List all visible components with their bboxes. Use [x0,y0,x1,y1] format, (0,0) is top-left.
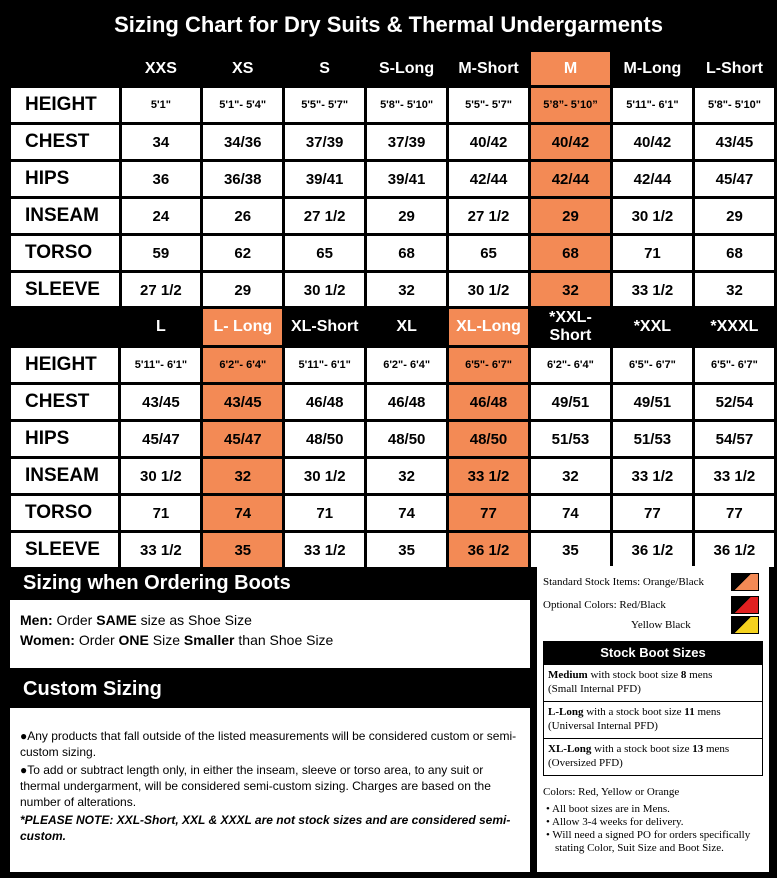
measurement-cell: 54/57 [695,422,774,456]
measurement-label: TORSO [11,496,118,530]
measurement-cell: 34 [122,125,201,159]
measurement-cell: 77 [695,496,774,530]
stock-post: mens [703,743,730,755]
measurement-cell: 6'5"- 6'7" [695,348,774,382]
measurement-cell: 33 1/2 [613,273,692,307]
measurement-cell: 77 [613,496,692,530]
measurement-cell: 6'2"- 6'4" [203,348,282,382]
measurement-cell: 68 [367,236,446,270]
women-mid: Size [148,632,184,648]
stock-size: L-Long [548,706,584,718]
stock-pfd: (Small Internal PFD) [548,683,641,695]
measurement-cell: 5'8"- 5'10" [695,88,774,122]
stock-size: Medium [548,669,588,681]
measurement-cell: 65 [449,236,528,270]
measurement-cell: 5'11"- 6'1" [613,88,692,122]
measurement-cell: 40/42 [613,125,692,159]
measurement-cell: 68 [531,236,610,270]
stock-boot-item [543,665,763,702]
measurement-cell: 5’8”- 5’10” [531,88,610,122]
measurement-cell: 71 [613,236,692,270]
size-header: S [285,52,364,85]
stock-boot-title: Stock Boot Sizes [543,641,763,665]
measurement-cell: 39/41 [367,162,446,196]
measurement-cell: 48/50 [449,422,528,456]
measurement-label: HEIGHT [11,348,118,382]
size-header: *XXL-Short [531,309,610,345]
measurement-cell: 5'1" [122,88,201,122]
measurement-label: HIPS [11,162,119,196]
measurement-cell: 6'2"- 6'4" [531,348,610,382]
measurement-cell: 33 1/2 [121,533,200,567]
size-header-row [11,52,774,85]
stock-boot-size: 8 [680,669,687,681]
size-table-2 [8,306,777,570]
measurement-row [11,199,774,233]
measurement-cell: 35 [531,533,610,567]
men-instruction [20,610,520,630]
measurement-cell: 59 [122,236,201,270]
measurement-row [11,125,774,159]
measurement-cell: 40/42 [531,125,610,159]
men-label: Men: [20,612,53,628]
men-post: size as Shoe Size [136,612,252,628]
stock-pfd: (Oversized PFD) [548,757,623,769]
measurement-row [11,422,774,456]
boot-notes [543,803,763,855]
size-header: XS [203,52,282,85]
women-label: Women: [20,632,75,648]
measurement-cell: 33 1/2 [695,459,774,493]
measurement-cell: 34/36 [203,125,282,159]
measurement-cell: 30 1/2 [285,273,364,307]
measurement-cell: 5'1"- 5'4" [203,88,282,122]
measurement-cell: 27 1/2 [122,273,201,307]
custom-section-title: Custom Sizing [23,678,162,700]
stock-boot-item [543,702,763,739]
measurement-cell: 52/54 [695,385,774,419]
measurement-cell: 51/53 [531,422,610,456]
measurement-cell: 48/50 [367,422,446,456]
measurement-cell: 33 1/2 [613,459,692,493]
measurement-cell: 32 [203,459,282,493]
measurement-row [11,533,774,567]
measurement-cell: 27 1/2 [285,199,364,233]
measurement-cell: 27 1/2 [449,199,528,233]
note-item: • Will need a signed PO for orders specifically stating Color, Suit Size and Boot Size. [546,829,751,854]
measurement-row [11,348,774,382]
custom-para-2: ●To add or subtract length only, in either the inseam, sleeve or torso area, to any suit or thermal undergarment, will be considered semi-custom sizing. Charges are based on the number of alterations. [20,763,491,809]
legend-standard [543,572,763,592]
measurement-cell: 71 [285,496,364,530]
measurement-label: CHEST [11,385,118,419]
stock-boot-size: 11 [684,706,695,718]
measurement-cell: 45/47 [121,422,200,456]
women-post: than Shoe Size [234,632,334,648]
measurement-cell: 30 1/2 [121,459,200,493]
measurement-cell: 68 [695,236,774,270]
measurement-cell: 74 [203,496,282,530]
women-instruction [20,630,520,650]
stock-pfd: (Universal Internal PFD) [548,720,658,732]
measurement-label: HEIGHT [11,88,119,122]
size-header: L [121,309,200,345]
size-header: M [531,52,610,85]
size-header: *XXL [613,309,692,345]
measurement-row [11,459,774,493]
note-item: • All boot sizes are in Mens. [546,803,670,815]
measurement-cell: 71 [121,496,200,530]
measurement-cell: 37/39 [285,125,364,159]
measurement-label: INSEAM [11,199,119,233]
stock-pre: with a stock boot size [591,743,693,755]
measurement-row [11,236,774,270]
measurement-cell: 48/50 [285,422,364,456]
measurement-row [11,88,774,122]
measurement-cell: 26 [203,199,282,233]
measurement-label: SLEEVE [11,273,119,307]
size-header: XL [367,309,446,345]
measurement-label: TORSO [11,236,119,270]
measurement-label: HIPS [11,422,118,456]
measurement-cell: 45/47 [695,162,774,196]
measurement-cell: 5'11"- 6'1" [121,348,200,382]
legend-optional [543,595,763,615]
men-pre: Order [52,612,97,628]
measurement-label: CHEST [11,125,119,159]
measurement-cell: 32 [531,459,610,493]
measurement-row [11,162,774,196]
measurement-cell: 62 [203,236,282,270]
measurement-cell: 36/38 [203,162,282,196]
measurement-row [11,385,774,419]
measurement-row [11,496,774,530]
measurement-cell: 30 1/2 [285,459,364,493]
measurement-cell: 43/45 [203,385,282,419]
measurement-cell: 29 [367,199,446,233]
measurement-cell: 29 [203,273,282,307]
measurement-cell: 6'2"- 6'4" [367,348,446,382]
measurement-cell: 37/39 [367,125,446,159]
measurement-cell: 5'8"- 5'10" [367,88,446,122]
measurement-cell: 46/48 [367,385,446,419]
size-header: M-Long [613,52,692,85]
red-black-swatch [731,596,759,614]
measurement-cell: 36 1/2 [613,533,692,567]
measurement-cell: 49/51 [613,385,692,419]
ordering-info-panel [8,566,530,872]
custom-note: *PLEASE NOTE: XXL-Short, XXL & XXXL are not stock sizes and are considered semi-custom. [20,813,511,843]
page-title: Sizing Chart for Dry Suits & Thermal Undergarments [114,12,663,37]
measurement-cell: 32 [695,273,774,307]
stock-post: mens [686,669,713,681]
measurement-cell: 32 [367,273,446,307]
header-blank [11,309,118,345]
measurement-cell: 5'5"- 5'7" [449,88,528,122]
men-bold: SAME [96,612,137,628]
size-header: XL-Short [285,309,364,345]
measurement-cell: 49/51 [531,385,610,419]
measurement-cell: 40/42 [449,125,528,159]
legend-optional-label: Optional Colors: Red/Black [543,599,666,611]
measurement-cell: 32 [531,273,610,307]
measurement-cell: 77 [449,496,528,530]
measurement-label: SLEEVE [11,533,118,567]
boots-instructions [10,600,530,668]
measurement-cell: 39/41 [285,162,364,196]
women-bold-one: ONE [118,632,149,648]
size-header: L-Short [695,52,774,85]
legend-standard-label: Standard Stock Items: Orange/Black [543,576,704,588]
custom-sizing-text [10,708,530,872]
colors-line: Colors: Red, Yellow or Orange [543,786,680,798]
size-header: XL-Long [449,309,528,345]
measurement-cell: 36 [122,162,201,196]
measurement-cell: 51/53 [613,422,692,456]
measurement-cell: 32 [367,459,446,493]
stock-pre: with stock boot size [587,669,681,681]
measurement-cell: 45/47 [203,422,282,456]
measurement-cell: 43/45 [121,385,200,419]
measurement-cell: 36 1/2 [695,533,774,567]
measurement-cell: 36 1/2 [449,533,528,567]
size-header-row [11,309,774,345]
measurement-cell: 43/45 [695,125,774,159]
measurement-cell: 6'5"- 6'7" [613,348,692,382]
measurement-cell: 33 1/2 [449,459,528,493]
stock-boot-size: 13 [692,743,704,755]
stock-boot-item [543,739,763,776]
measurement-cell: 74 [531,496,610,530]
women-bold-smaller: Smaller [183,632,235,648]
legend-yellow-label: Yellow Black [631,619,691,631]
stock-pre: with a stock boot size [583,706,685,718]
header-blank [11,52,119,85]
measurement-cell: 5'5"- 5'7" [285,88,364,122]
size-header: M-Short [449,52,528,85]
measurement-label: INSEAM [11,459,118,493]
measurement-cell: 42/44 [613,162,692,196]
measurement-cell: 42/44 [531,162,610,196]
measurement-cell: 46/48 [449,385,528,419]
size-header: XXS [122,52,201,85]
measurement-cell: 74 [367,496,446,530]
measurement-cell: 65 [285,236,364,270]
measurement-cell: 30 1/2 [613,199,692,233]
size-table-1 [8,49,777,310]
size-header: L- Long [203,309,282,345]
measurement-cell: 35 [203,533,282,567]
women-pre: Order [74,632,119,648]
stock-boot-list [543,665,763,776]
measurement-cell: 24 [122,199,201,233]
stock-size: XL-Long [548,743,592,755]
measurement-cell: 35 [367,533,446,567]
measurement-cell: 30 1/2 [449,273,528,307]
boot-info-panel [537,566,769,872]
measurement-cell: 29 [695,199,774,233]
custom-para-1: ●Any products that fall outside of the listed measurements will be considered custom or semi-custom sizing. [20,729,517,759]
measurement-cell: 5'11"- 6'1" [285,348,364,382]
measurement-cell: 33 1/2 [285,533,364,567]
measurement-cell: 42/44 [449,162,528,196]
orange-black-swatch [731,573,759,591]
yellow-black-swatch [731,616,759,634]
measurement-row [11,273,774,307]
size-header: S-Long [367,52,446,85]
measurement-cell: 6'5"- 6'7" [449,348,528,382]
measurement-cell: 46/48 [285,385,364,419]
size-header: *XXXL [695,309,774,345]
boots-section-title: Sizing when Ordering Boots [23,572,291,594]
stock-post: mens [694,706,721,718]
legend-yellow [543,615,763,635]
measurement-cell: 29 [531,199,610,233]
note-item: • Allow 3-4 weeks for delivery. [546,816,684,828]
